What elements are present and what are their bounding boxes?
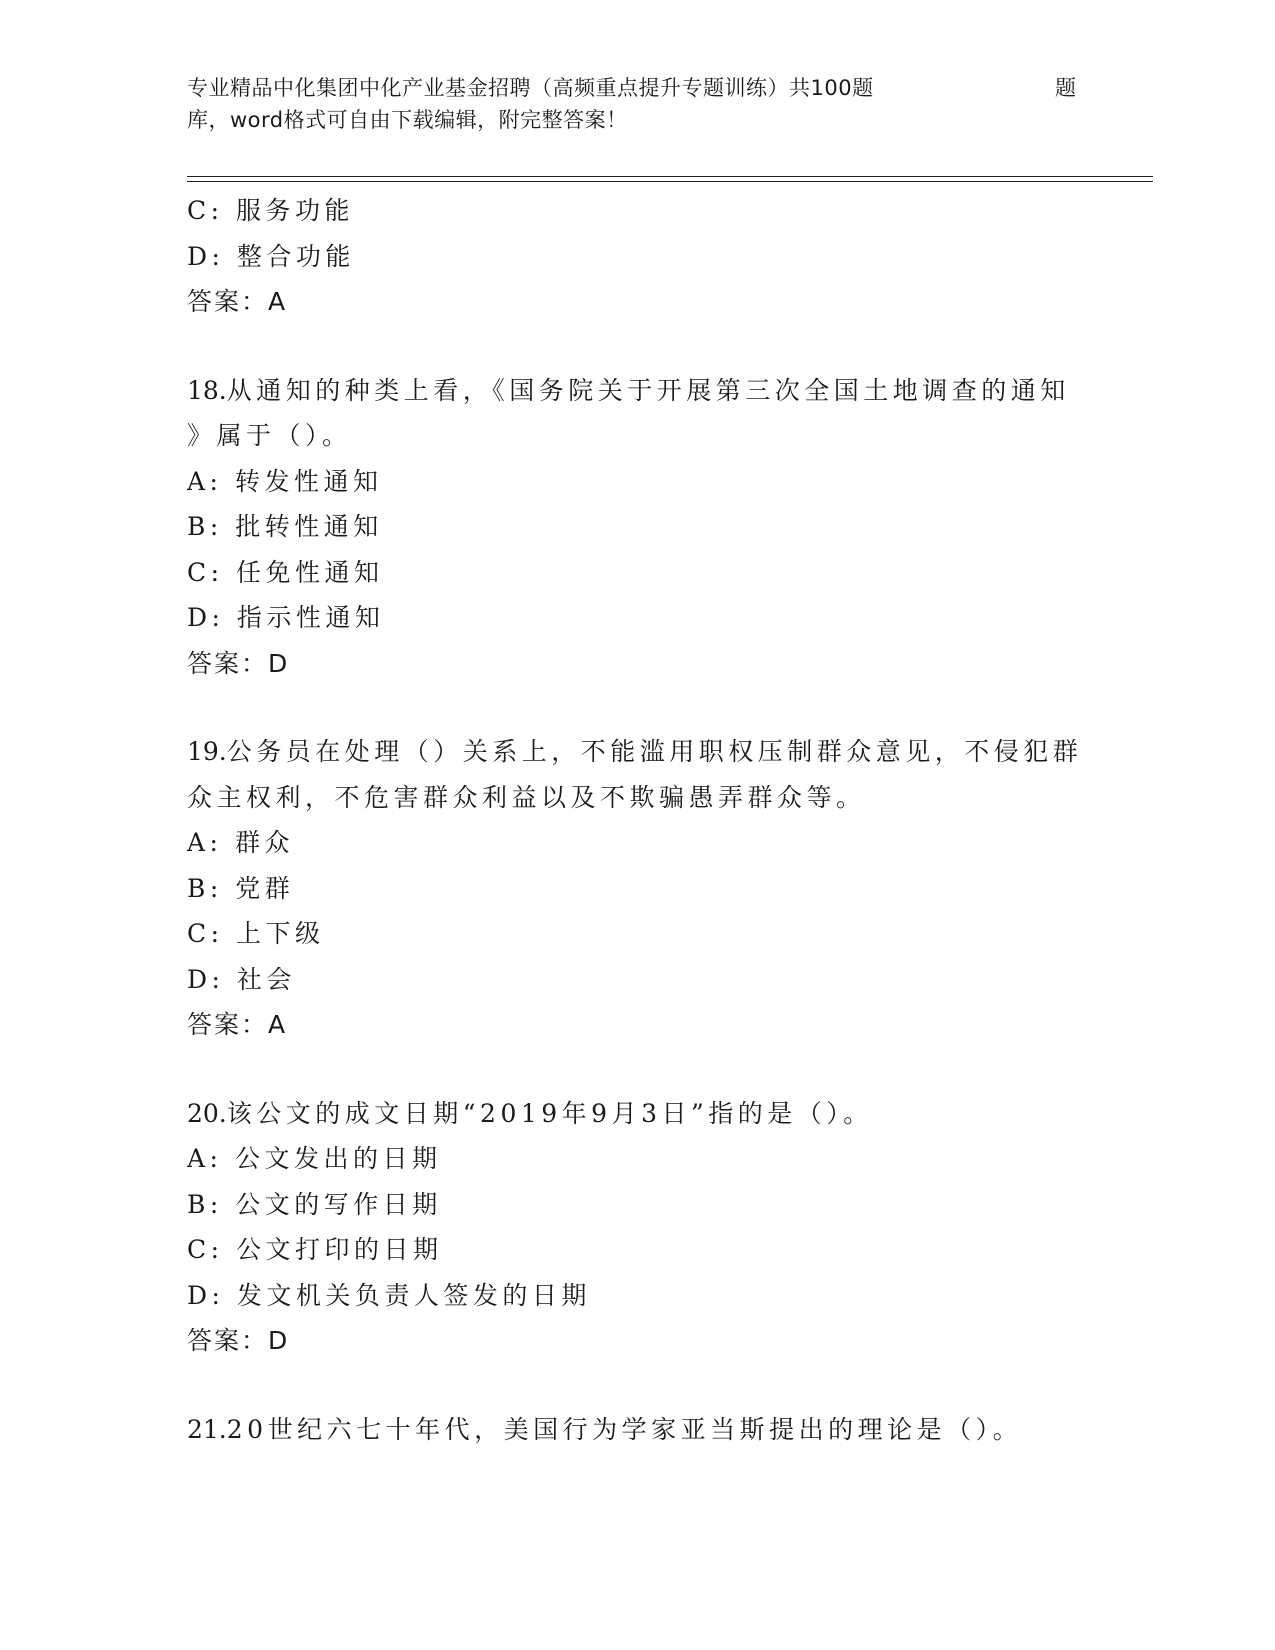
question-19 [187, 729, 1087, 1048]
option-c [187, 911, 1087, 957]
option-b [187, 866, 1087, 912]
option-c [187, 188, 1087, 234]
option-c [187, 1227, 1087, 1273]
answer: 答案：D [187, 648, 290, 678]
header-line-1 [187, 72, 1087, 104]
question-text: 20世纪六七十年代，美国行为学家亚当斯提出的理论是（）。 [226, 1414, 1023, 1444]
question-20 [187, 1091, 1087, 1364]
option-label: C: [187, 919, 224, 948]
option-label: D: [187, 1280, 225, 1310]
question-stem-line [187, 1091, 1087, 1137]
option-label: A: [187, 828, 223, 857]
option-text: 公文发出的日期 [234, 1144, 442, 1173]
option-label: C: [187, 196, 224, 225]
answer: 答案：D [187, 1326, 290, 1355]
option-text: 公文打印的日期 [236, 1235, 443, 1264]
option-text: 批转性通知 [235, 512, 383, 541]
question-17-continued [187, 188, 1087, 325]
option-label: C: [187, 1235, 224, 1264]
option-label: A: [187, 466, 223, 496]
header-title: 专业精品中化集团中化产业基金招聘（高频重点提升专题训练）共100题 [187, 76, 874, 100]
option-d [187, 595, 1087, 641]
question-stem-line: 》属于（）。 [187, 421, 352, 450]
option-label: D: [187, 964, 225, 994]
question-18 [187, 368, 1087, 687]
question-stem-line [187, 1407, 1087, 1453]
option-label: A: [187, 1144, 223, 1173]
option-text: 转发性通知 [234, 466, 383, 496]
option-text: 指示性通知 [236, 603, 385, 632]
question-21 [187, 1407, 1087, 1453]
answer: 答案：A [187, 1010, 288, 1039]
option-d [187, 957, 1087, 1003]
option-a [187, 1136, 1087, 1182]
option-b [187, 1182, 1087, 1228]
option-label: B: [187, 512, 223, 541]
option-text: 发文机关负责人签发的日期 [236, 1280, 591, 1310]
question-text: 从通知的种类上看，《国务院关于开展第三次全国土地调查的通知 [226, 375, 1070, 405]
option-text: 任免性通知 [236, 557, 384, 587]
option-label: C: [187, 557, 224, 587]
question-stem-line [187, 729, 1087, 775]
question-number: 20. [187, 1098, 227, 1128]
question-text: 该公文的成文日期“2019年9月3日”指的是（）。 [226, 1098, 873, 1128]
header-title-tail: 题 [1055, 76, 1077, 100]
option-text: 群众 [234, 828, 294, 857]
option-label: D: [187, 603, 225, 632]
option-a [187, 459, 1087, 505]
option-label: B: [187, 873, 223, 903]
page-header [187, 72, 1087, 136]
question-stem-line: 众主权利，不危害群众利益以及不欺骗愚弄群众等。 [187, 782, 866, 812]
option-c [187, 550, 1087, 596]
header-divider-top [187, 176, 1153, 177]
option-label: D: [187, 241, 225, 271]
answer: 答案：A [187, 287, 288, 316]
option-label: B: [187, 1189, 223, 1219]
option-text: 服务功能 [236, 196, 355, 225]
question-number: 21. [187, 1414, 227, 1444]
question-number: 19. [187, 737, 227, 766]
header-divider-bottom [187, 181, 1153, 182]
option-b [187, 504, 1087, 550]
question-stem-line [187, 368, 1087, 414]
option-d [187, 1273, 1087, 1319]
option-a [187, 820, 1087, 866]
option-text: 上下级 [236, 919, 325, 948]
question-number: 18. [187, 375, 227, 405]
question-list [187, 188, 1087, 1452]
header-line-2: 库，word格式可自由下载编辑，附完整答案！ [187, 108, 628, 132]
question-text: 公务员在处理（）关系上，不能滥用职权压制群众意见，不侵犯群 [226, 737, 1083, 766]
option-text: 整合功能 [236, 241, 355, 271]
option-text: 党群 [235, 873, 295, 903]
option-d [187, 234, 1087, 280]
option-text: 公文的写作日期 [235, 1189, 442, 1219]
option-text: 社会 [236, 964, 296, 994]
